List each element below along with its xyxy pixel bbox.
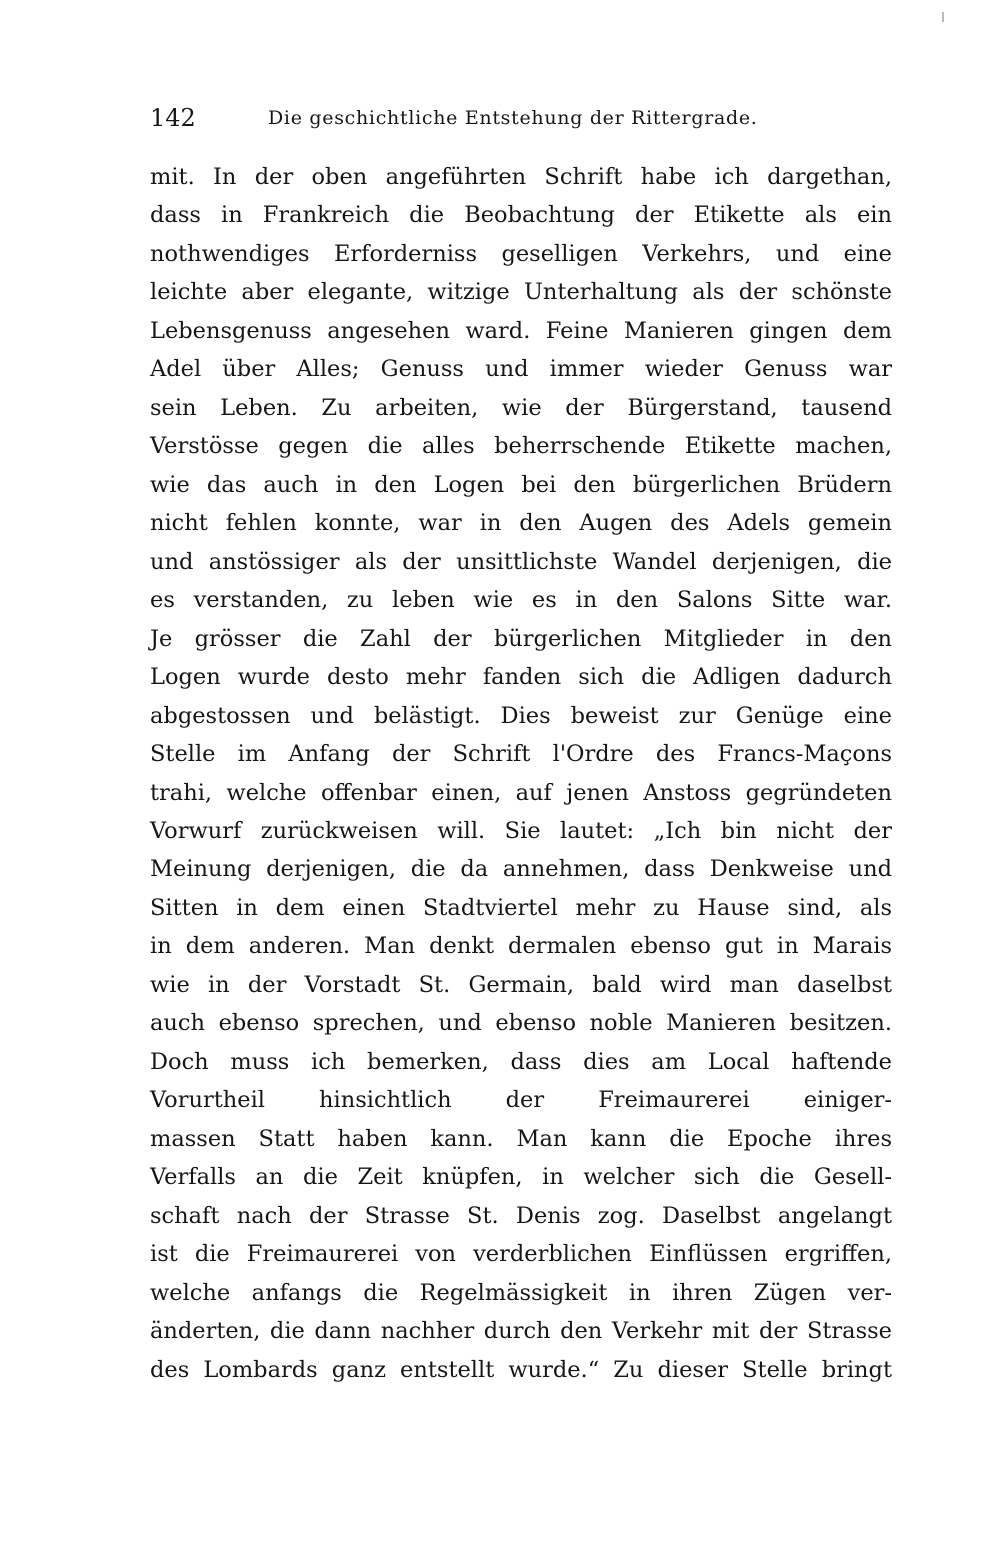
text-line: Vorwurf zurückweisen will. Sie lautet: „Ich bin nicht der bbox=[150, 817, 892, 844]
text-line: Lebensgenuss angesehen ward. Feine Manieren gingen dem bbox=[150, 317, 892, 344]
text-line: Stelle im Anfang der Schrift l'Ordre des Francs-Maçons bbox=[150, 741, 892, 768]
text-line: Sitten in dem einen Stadtviertel mehr zu Hause sind, als bbox=[150, 894, 892, 921]
running-head: Die geschichtliche Entstehung der Rittergrade. bbox=[268, 107, 758, 129]
text-line: Vorurtheil hinsichtlich der Freimaurerei einiger- bbox=[150, 1087, 892, 1114]
page-number: 142 bbox=[150, 104, 196, 132]
text-line: auch ebenso sprechen, und ebenso noble Manieren besitzen. bbox=[150, 1010, 892, 1037]
text-line: Verstösse gegen die alles beherrschende Etikette machen, bbox=[150, 433, 892, 460]
text-line: in dem anderen. Man denkt dermalen ebenso gut in Marais bbox=[150, 933, 892, 960]
text-line: es verstanden, zu leben wie es in den Salons Sitte war. bbox=[150, 587, 892, 614]
text-line: massen Statt haben kann. Man kann die Epoche ihres bbox=[150, 1125, 892, 1152]
text-line: und anstössiger als der unsittlichste Wandel derjenigen, die bbox=[150, 548, 892, 575]
text-line: Je grösser die Zahl der bürgerlichen Mitglieder in den bbox=[150, 625, 892, 652]
text-line: Meinung derjenigen, die da annehmen, dass Denkweise und bbox=[150, 856, 892, 883]
text-line: abgestossen und belästigt. Dies beweist zur Genüge eine bbox=[150, 702, 892, 729]
text-line: trahi, welche offenbar einen, auf jenen Anstoss gegründeten bbox=[150, 779, 892, 806]
text-line: nothwendiges Erforderniss geselligen Verkehrs, und eine bbox=[150, 240, 892, 267]
scan-mark bbox=[942, 12, 944, 22]
text-line: Adel über Alles; Genuss und immer wieder Genuss war bbox=[150, 356, 892, 383]
text-line: änderten, die dann nachher durch den Verkehr mit der Strasse bbox=[150, 1318, 892, 1345]
text-line: mit. In der oben angeführten Schrift habe ich dargethan, bbox=[150, 164, 892, 190]
text-line: sein Leben. Zu arbeiten, wie der Bürgerstand, tausend bbox=[150, 394, 892, 421]
text-line: Verfalls an die Zeit knüpfen, in welcher sich die Gesell- bbox=[150, 1164, 892, 1191]
text-line: Doch muss ich bemerken, dass dies am Local haftende bbox=[150, 1048, 892, 1075]
text-line: wie in der Vorstadt St. Germain, bald wird man daselbst bbox=[150, 971, 892, 998]
text-line: Logen wurde desto mehr fanden sich die Adligen dadurch bbox=[150, 664, 892, 691]
text-line: ist die Freimaurerei von verderblichen Einflüssen ergriffen, bbox=[150, 1241, 892, 1268]
body-text bbox=[150, 158, 892, 1389]
text-line: wie das auch in den Logen bei den bürgerlichen Brüdern bbox=[150, 471, 892, 498]
page-header bbox=[150, 100, 892, 136]
text-line: dass in Frankreich die Beobachtung der Etikette als ein bbox=[150, 202, 892, 229]
text-line: leichte aber elegante, witzige Unterhaltung als der schönste bbox=[150, 279, 892, 306]
text-line: des Lombards ganz entstellt wurde.“ Zu dieser Stelle bringt bbox=[150, 1356, 892, 1383]
text-line: nicht fehlen konnte, war in den Augen des Adels gemein bbox=[150, 510, 892, 537]
text-line: welche anfangs die Regelmässigkeit in ihren Zügen ver- bbox=[150, 1279, 892, 1306]
text-line: schaft nach der Strasse St. Denis zog. Daselbst angelangt bbox=[150, 1202, 892, 1229]
